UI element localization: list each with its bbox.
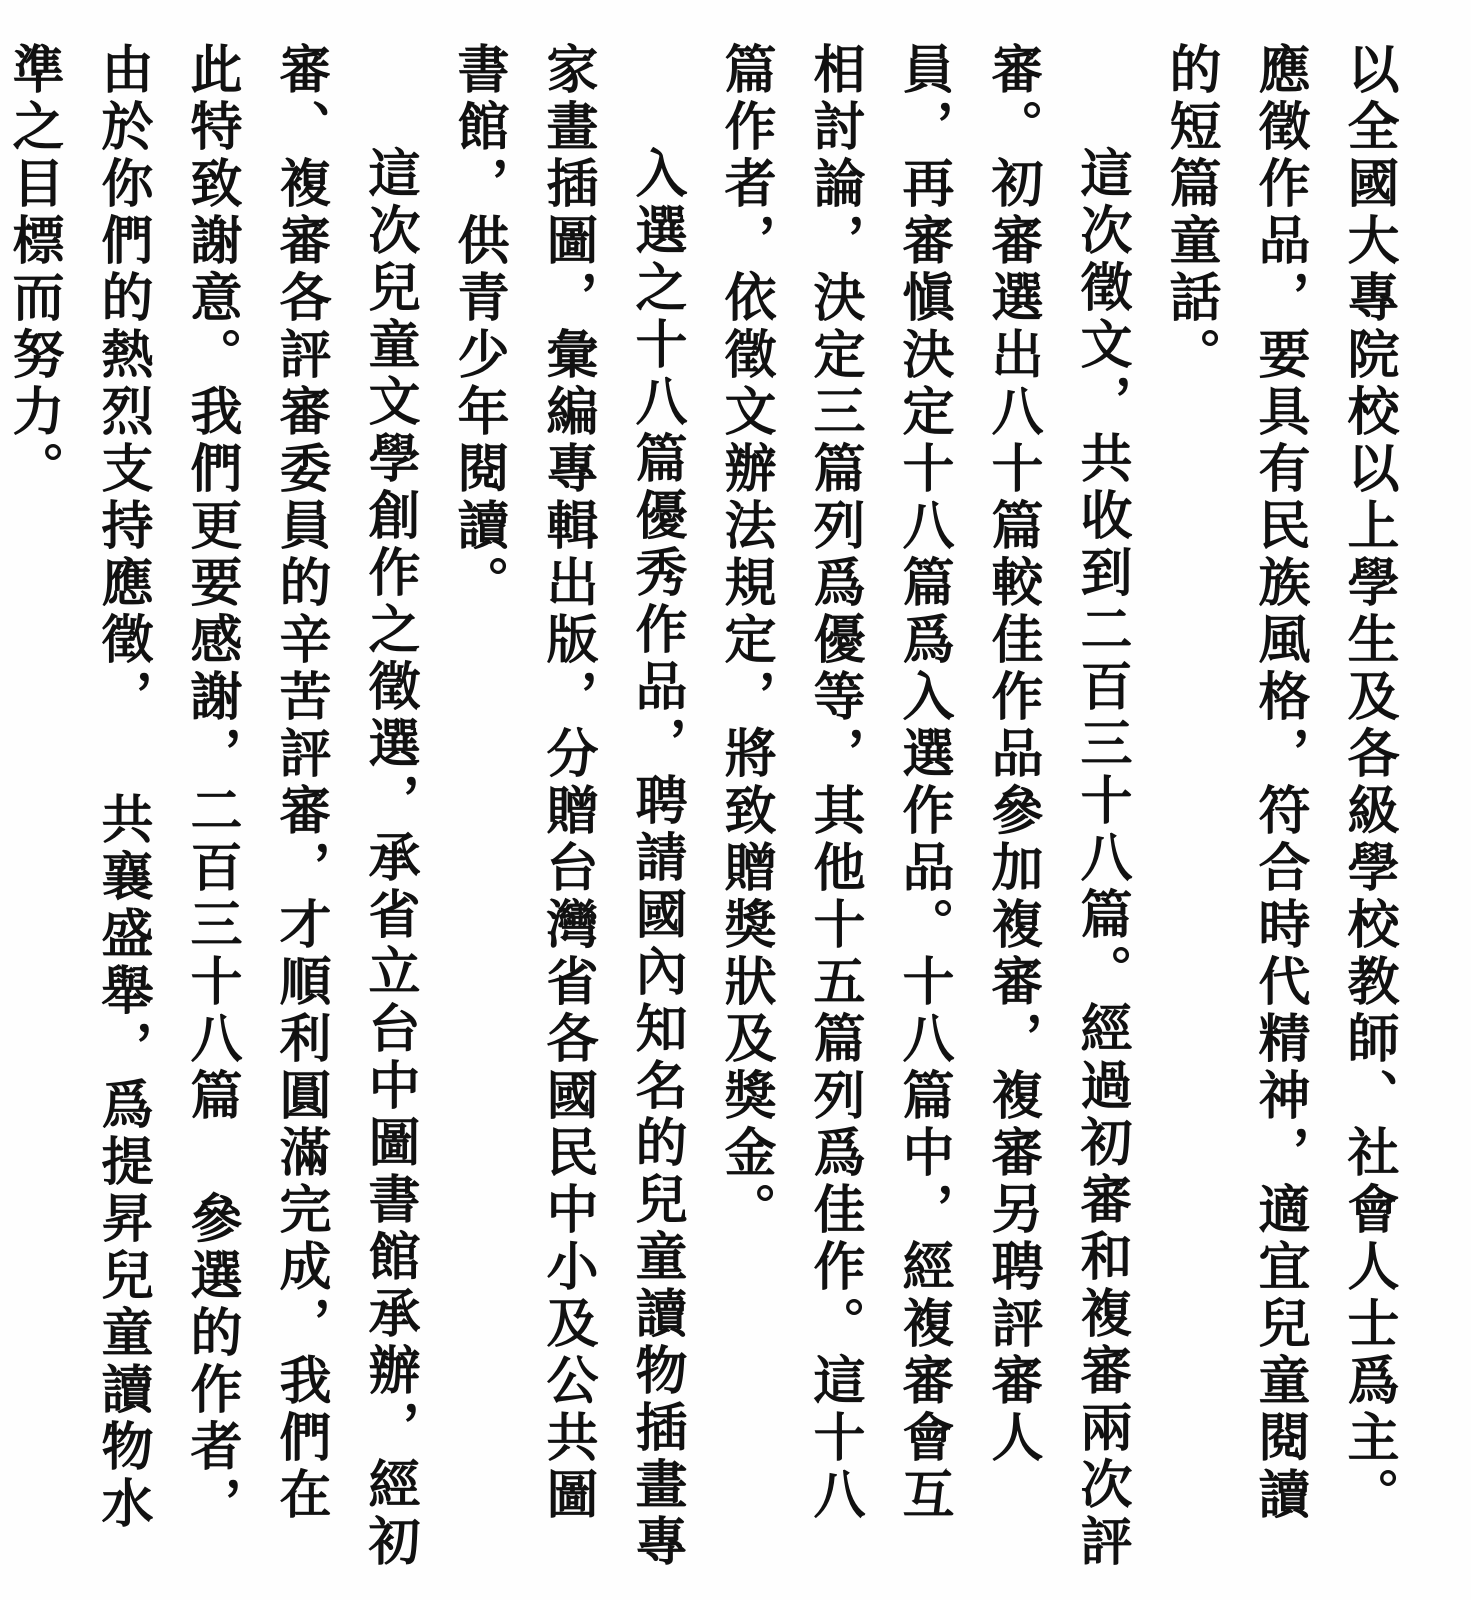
paragraph-eligibility: 以全國大專院校以上學生及各級學校教師、社會人士爲主。應徵作品，要具有民族風格，符合時代精神，適宜兒童閱讀的短篇童話。: [1160, 42, 1399, 1524]
paragraph-acknowledgements: 這次兒童文學創作之徵選，承省立台中圖書館承辦，經初審、複審各評審委員的辛苦評審，才順利圓滿完成，我們在此特致謝意。我們更要感謝，二百三十八篇 參選的作者，由於你們的熱烈支持應徵， 共襄盛舉，爲提昇兒童讀物水準之目標而努力。: [3, 42, 420, 1571]
paragraph-submissions-review: 這次徵文，共收到二百三十八篇。經過初審和複審兩次評審。初審選出八十篇較佳作品參加複審，複審另聘評審人員，再審愼決定十八篇爲入選作品。十八篇中，經複審會互相討論，決定三篇列爲優等，其他十五篇列爲佳作。這十八篇作者，依徵文辦法規定，將致贈獎狀及獎金。: [715, 42, 1132, 1571]
vertical-text-body: [0, 42, 1413, 1572]
paragraph-publication: 入選之十八篇優秀作品，聘請國內知名的兒童讀物插畫專家畫插圖，彙編專輯出版，分贈台灣省各國民中小及公共圖書館，供青少年閱讀。: [448, 42, 687, 1571]
